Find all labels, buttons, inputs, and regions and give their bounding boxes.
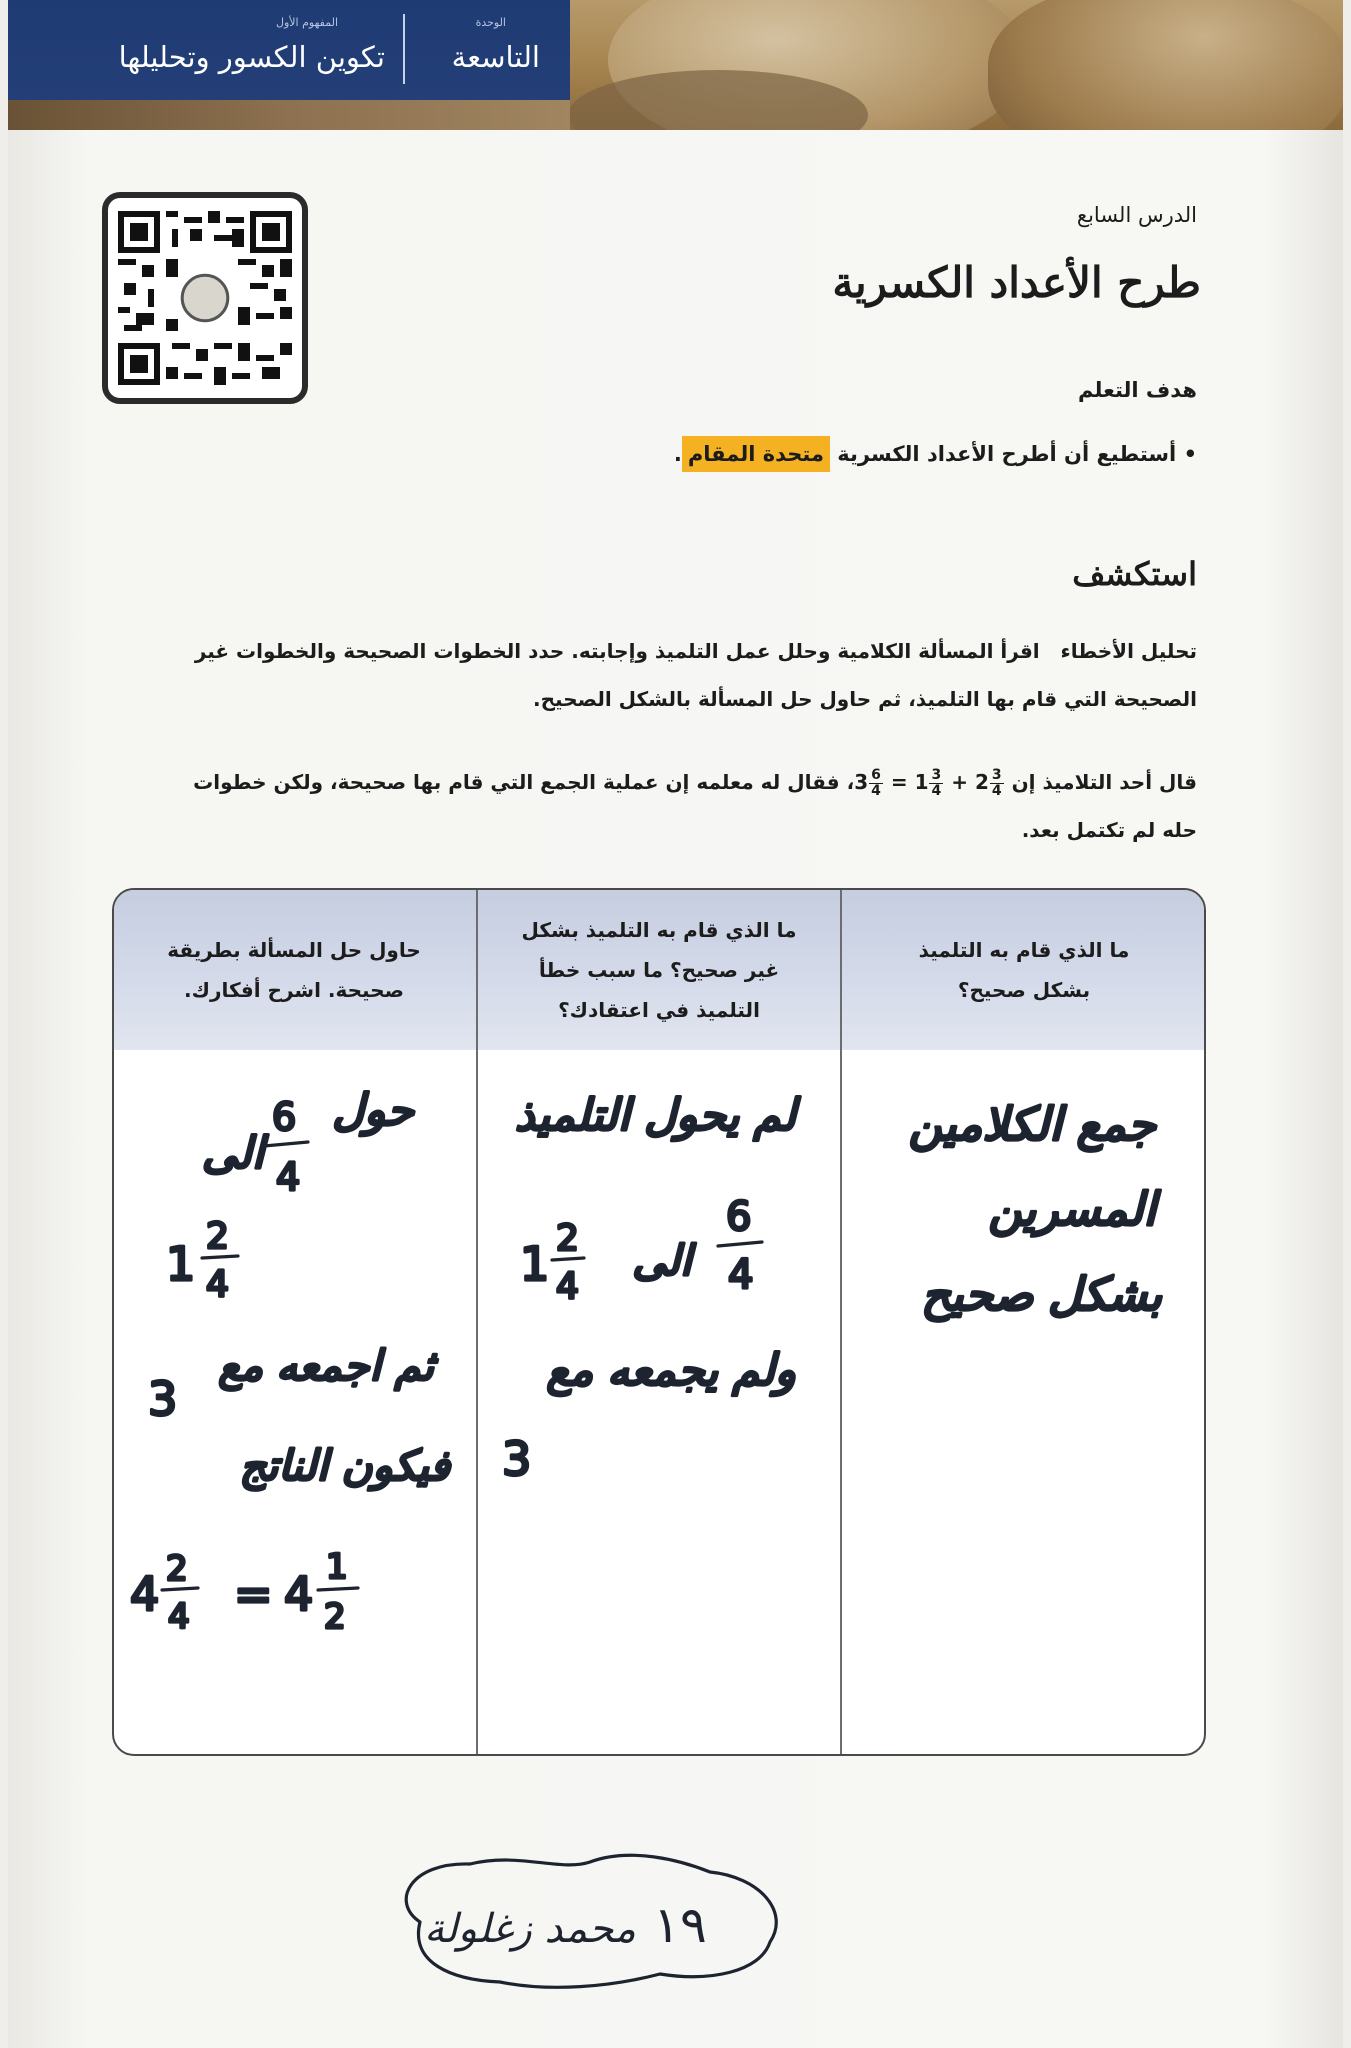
solution-ila: الى	[201, 1128, 264, 1179]
answer-incorrect-line-3: ولم يجمعه مع	[546, 1345, 796, 1396]
goal-bullet-text: • أستطيع أن أطرح الأعداد الكسرية	[829, 442, 1197, 466]
answer-solution	[114, 1050, 474, 1754]
answer-incorrect-line-1: لم يحول التلميذ	[514, 1090, 796, 1141]
lesson-title: طرح الأعداد الكسرية	[832, 258, 1201, 307]
signature-name: محمد زغلولة	[424, 1906, 636, 1952]
answer-incorrect-num2: 6	[726, 1194, 752, 1240]
eq-frac-3: $\frac{3}{4}$	[991, 767, 1002, 799]
header-solve: حاول حل المسألة بطريقة صحيحة. اشرح أفكارك.	[167, 938, 421, 1002]
column-divider	[840, 890, 842, 1754]
error-analysis-text: اقرأ المسألة الكلامية وحلل عمل التلميذ وإجابته. حدد الخطوات الصحيحة والخطوات غير الصحيحة التي قام بها التلميذ، ثم حاول حل المسألة بالشكل الصحيح.	[194, 639, 1197, 711]
problem-end: ، فقال له معلمه إن عملية الجمع التي قام بها صحيحة، ولكن خطوات حله لم تكتمل بعد.	[193, 770, 1197, 842]
header-divider	[403, 14, 405, 84]
qr-code-icon	[118, 208, 292, 388]
answer-incorrect	[480, 1050, 838, 1754]
analysis-table	[112, 888, 1206, 1756]
goal-highlight: متحدة المقام	[682, 436, 830, 472]
solution-num2: 2	[206, 1216, 229, 1257]
answer-correct-line-3: بشكل صحيح	[920, 1267, 1162, 1321]
goal-heading: هدف التعلم	[1078, 378, 1197, 402]
goal-bullet	[674, 442, 1197, 466]
error-analysis-paragraph	[167, 627, 1197, 723]
header-banner	[8, 0, 1343, 130]
answer-incorrect-three: 3	[502, 1432, 532, 1486]
answer-incorrect-den: 4	[556, 1266, 579, 1307]
header-correct: ما الذي قام به التلميذ بشكل صحيح؟	[918, 938, 1130, 1002]
solution-den2: 4	[206, 1264, 229, 1305]
lesson-number: الدرس السابع	[1076, 203, 1197, 227]
qr-code[interactable]	[102, 192, 308, 404]
problem-start: قال أحد التلاميذ إن	[1011, 770, 1197, 794]
unit-box	[8, 0, 570, 100]
concept-label: المفهوم الأول	[275, 16, 338, 29]
eq-equals: =	[890, 770, 908, 794]
solution-line-4: فيكون الناتج	[239, 1441, 450, 1490]
header-incorrect: ما الذي قام به التلميذ بشكل غير صحيح؟ ما سبب خطأ التلميذ في اعتقادك؟	[521, 918, 797, 1022]
signature-number: ١٩	[653, 1896, 707, 1954]
error-analysis-label: تحليل الأخطاء	[1060, 639, 1197, 663]
solution-res2-num: 1	[326, 1547, 348, 1587]
student-equation	[854, 758, 1004, 806]
answer-incorrect-num: 2	[556, 1218, 579, 1259]
worksheet-page	[8, 0, 1343, 2048]
explore-heading: استكشف	[1072, 555, 1197, 593]
problem-paragraph	[167, 758, 1197, 854]
solution-equals: =	[234, 1567, 273, 1621]
answer-incorrect-whole: 1	[520, 1237, 550, 1291]
unit-label: الوحدة	[475, 16, 506, 29]
eq-whole-2: 1	[914, 770, 929, 794]
answer-incorrect-den2: 4	[728, 1252, 754, 1298]
solution-den: 4	[276, 1155, 301, 1199]
solution-res2-den: 2	[324, 1597, 346, 1637]
unit-value: التاسعة	[451, 40, 540, 74]
student-signature	[380, 1842, 792, 1994]
eq-plus: +	[951, 770, 968, 794]
solution-num: 6	[272, 1095, 297, 1139]
answer-correct	[844, 1050, 1204, 1754]
solution-res2-whole: 4	[284, 1567, 314, 1621]
solution-res-den: 4	[168, 1597, 190, 1637]
solution-line-3: ثم اجمعه مع	[218, 1341, 434, 1390]
solution-three: 3	[148, 1372, 178, 1426]
eq-frac-1: $\frac{6}{4}$	[871, 767, 881, 799]
column-divider	[476, 890, 478, 1754]
solution-hawl: حول	[332, 1085, 414, 1136]
answer-incorrect-ila: الى	[632, 1236, 692, 1285]
eq-frac-2: $\frac{3}{4}$	[931, 767, 942, 799]
eq-whole-1: 3	[854, 770, 869, 794]
solution-res-num: 2	[166, 1549, 188, 1589]
goal-bullet-end: .	[673, 442, 682, 466]
answer-correct-line-1: جمع الكلامين	[908, 1097, 1156, 1151]
solution-res-whole: 4	[130, 1567, 160, 1621]
concept-value: تكوين الكسور وتحليلها	[118, 40, 385, 74]
solution-whole2: 1	[166, 1237, 196, 1291]
eq-whole-3: 2	[974, 770, 989, 794]
answer-correct-line-2: المسرين	[988, 1182, 1156, 1236]
